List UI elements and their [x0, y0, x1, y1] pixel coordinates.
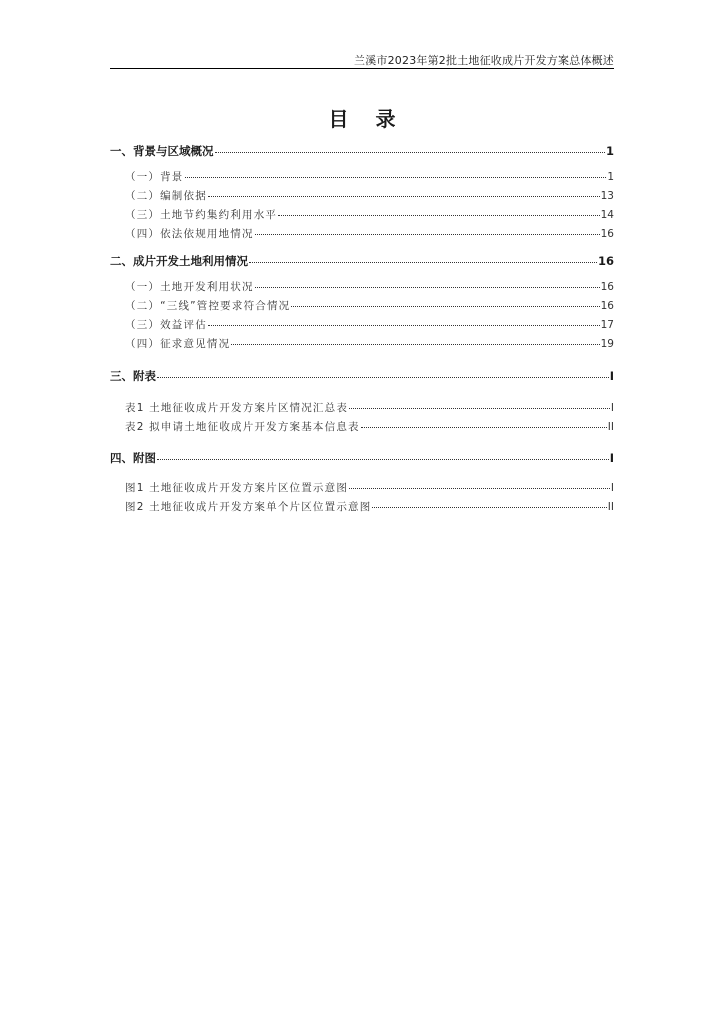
- leader-dots: [291, 306, 599, 307]
- toc-section-1[interactable]: [110, 143, 614, 159]
- toc-entry-label: （四）征求意见情况: [125, 338, 231, 350]
- leader-dots: [157, 377, 609, 378]
- toc-entry-page: 17: [600, 319, 614, 331]
- toc-item-3-1[interactable]: [110, 400, 614, 415]
- toc-item-2-4[interactable]: [110, 336, 614, 351]
- toc-entry-label: 一、背景与区域概况: [110, 144, 214, 158]
- toc-item-1-2[interactable]: [110, 188, 614, 203]
- toc-entry-page: 16: [600, 300, 614, 312]
- toc-section-3[interactable]: [110, 368, 614, 384]
- toc-item-1-3[interactable]: [110, 207, 614, 222]
- toc-entry-label: （二）“三线”管控要求符合情况: [125, 300, 291, 312]
- leader-dots: [349, 408, 610, 409]
- header-title: 兰溪市2023年第2批土地征收成片开发方案总体概述: [354, 54, 614, 67]
- leader-dots: [208, 325, 600, 326]
- toc-entry-page: 16: [597, 254, 614, 268]
- leader-dots: [255, 287, 600, 288]
- leader-dots: [361, 427, 607, 428]
- toc-entry-label: （二）编制依据: [125, 190, 207, 202]
- toc-entry-label: 四、附图: [110, 451, 156, 465]
- leader-dots: [185, 177, 607, 178]
- toc-entry-page: II: [607, 421, 614, 433]
- toc-entry-label: （一）土地开发利用状况: [125, 281, 254, 293]
- toc-entry-label: 图2 土地征收成片开发方案单个片区位置示意图: [125, 501, 372, 513]
- leader-dots: [215, 152, 605, 153]
- toc-entry-page: 13: [600, 190, 614, 202]
- toc-item-2-1[interactable]: [110, 279, 614, 294]
- toc-entry-label: （三）效益评估: [125, 319, 207, 331]
- toc-entry-label: 三、附表: [110, 369, 156, 383]
- toc-item-2-2[interactable]: [110, 298, 614, 313]
- toc-entry-label: 二、成片开发土地利用情况: [110, 254, 248, 268]
- toc-entry-page: I: [609, 369, 614, 383]
- toc-item-2-3[interactable]: [110, 317, 614, 332]
- toc-entry-label: 表2 拟申请土地征收成片开发方案基本信息表: [125, 421, 360, 433]
- toc-entry-page: 16: [600, 281, 614, 293]
- toc-entry-label: 表1 土地征收成片开发方案片区情况汇总表: [125, 402, 349, 414]
- leader-dots: [372, 507, 606, 508]
- toc-item-4-1[interactable]: [110, 480, 614, 495]
- toc-entry-page: II: [607, 501, 614, 513]
- toc-item-1-4[interactable]: [110, 226, 614, 241]
- toc-item-4-2[interactable]: [110, 499, 614, 514]
- toc-section-2[interactable]: [110, 253, 614, 269]
- leader-dots: [349, 488, 610, 489]
- toc-item-1-1[interactable]: [110, 169, 614, 184]
- toc-entry-page: I: [610, 482, 614, 494]
- leader-dots: [249, 262, 597, 263]
- leader-dots: [255, 234, 600, 235]
- toc-entry-page: 1: [607, 171, 614, 183]
- leader-dots: [278, 215, 600, 216]
- toc-entry-page: I: [610, 402, 614, 414]
- toc-section-4[interactable]: [110, 450, 614, 466]
- toc-entry-label: （四）依法依规用地情况: [125, 228, 254, 240]
- toc-entry-label: （三）土地节约集约利用水平: [125, 209, 278, 221]
- toc-entry-page: 19: [600, 338, 614, 350]
- toc-entry-page: 14: [600, 209, 614, 221]
- header-rule: [110, 68, 614, 69]
- toc-entry-page: 1: [605, 144, 614, 158]
- toc-entry-page: I: [609, 451, 614, 465]
- toc-entry-page: 16: [600, 228, 614, 240]
- toc-title: 目 录: [328, 107, 406, 131]
- toc-entry-label: （一）背景: [125, 171, 184, 183]
- leader-dots: [157, 459, 609, 460]
- leader-dots: [231, 344, 599, 345]
- toc-item-3-2[interactable]: [110, 419, 614, 434]
- leader-dots: [208, 196, 600, 197]
- toc-entry-label: 图1 土地征收成片开发方案片区位置示意图: [125, 482, 349, 494]
